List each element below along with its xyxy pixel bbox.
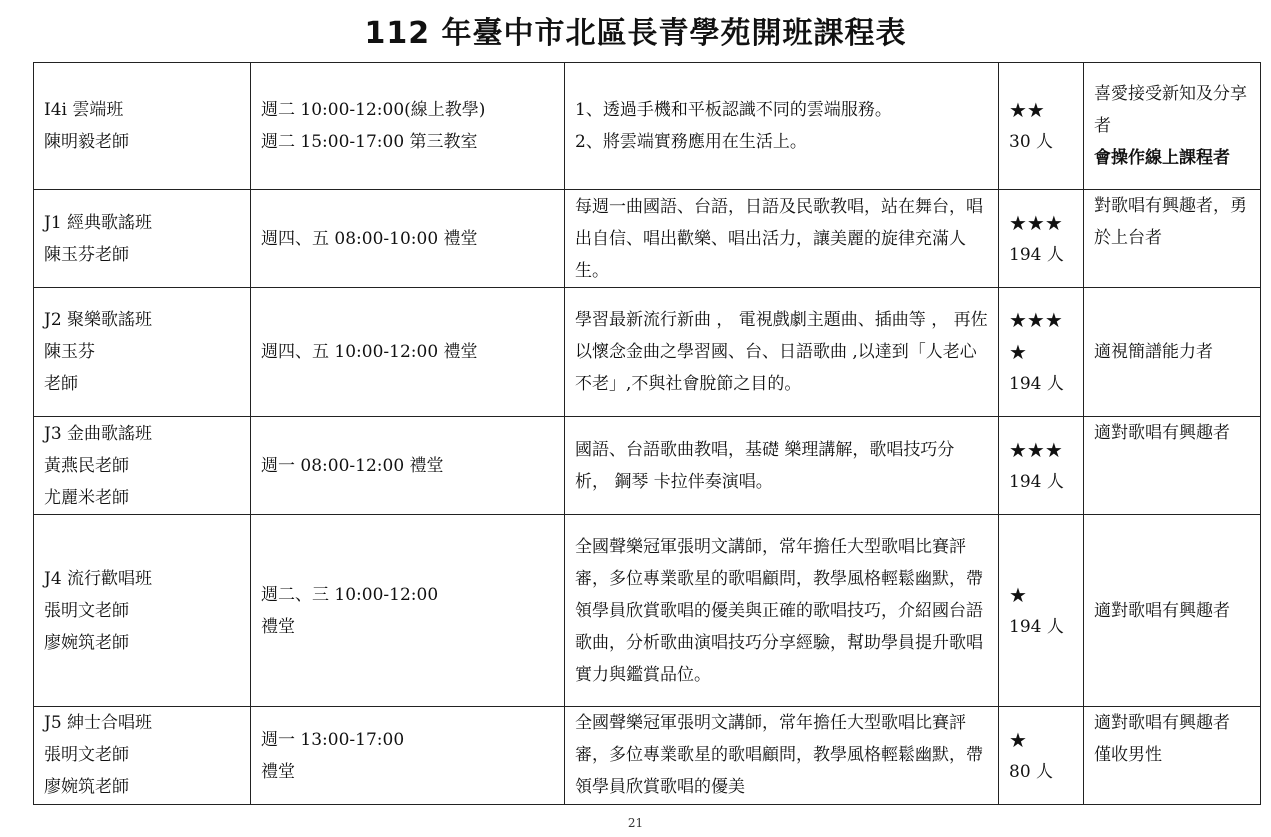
description-text: 2、將雲端實務應用在生活上。 <box>575 132 807 152</box>
course-cell <box>34 190 251 288</box>
description-cell <box>565 288 999 417</box>
capacity: 194 人 <box>1009 244 1064 265</box>
capacity: 30 人 <box>1009 132 1054 152</box>
star-rating: ★★★ <box>1009 437 1063 462</box>
target-cell <box>1084 417 1261 515</box>
schedule-line: 週一 13:00-17:00 <box>261 729 405 750</box>
capacity: 194 人 <box>1009 471 1064 492</box>
target-text: 適對歌唱有興趣者 <box>1094 713 1230 733</box>
target-cell <box>1084 707 1261 805</box>
schedule-cell <box>251 288 565 417</box>
description-cell <box>565 707 999 805</box>
table-row <box>34 515 1261 707</box>
target-text: 對歌唱有興趣者，勇於上台者 <box>1094 196 1247 248</box>
target-text: 適視簡譜能力者 <box>1094 342 1213 362</box>
teacher-name: 黃燕民老師 <box>44 455 129 476</box>
teacher-name: 老師 <box>44 374 78 394</box>
teacher-name: 廖婉筑老師 <box>44 777 129 797</box>
target-text: 喜愛接受新知及分享者 <box>1094 84 1247 136</box>
document-title: 112 年臺中市北區長青學苑開班課程表 <box>364 16 907 51</box>
schedule-line: 週二、三 10:00-12:00 <box>261 584 439 605</box>
teacher-name: 張明文老師 <box>44 745 129 765</box>
capacity: 194 人 <box>1009 616 1064 637</box>
teacher-name: 廖婉筑老師 <box>44 632 129 653</box>
course-name: J5 紳士合唱班 <box>44 713 153 733</box>
rating-cell <box>999 515 1084 707</box>
description-cell <box>565 63 999 190</box>
target-text: 適對歌唱有興趣者 <box>1094 600 1230 621</box>
schedule-line: 禮堂 <box>261 616 295 637</box>
schedule-cell <box>251 707 565 805</box>
target-text: 僅收男性 <box>1094 745 1162 765</box>
rating-cell <box>999 288 1084 417</box>
course-name: J1 經典歌謠班 <box>44 212 153 233</box>
description-cell <box>565 515 999 707</box>
description-text: 國語、台語歌曲教唱，基礎 樂理講解，歌唱技巧分析， 鋼琴 卡拉伴奏演唱。 <box>575 439 955 492</box>
capacity: 80 人 <box>1009 761 1054 782</box>
target-text-bold: 會操作線上課程者 <box>1094 148 1230 168</box>
target-cell <box>1084 288 1261 417</box>
schedule-cell <box>251 417 565 515</box>
course-cell <box>34 707 251 805</box>
teacher-name: 陳明毅老師 <box>44 132 129 152</box>
schedule-line: 禮堂 <box>261 761 295 782</box>
course-name: I4i 雲端班 <box>44 100 124 120</box>
description-text: 學習最新流行新曲 ， 電視戲劇主題曲、插曲等 ， 再佐以懷念金曲之學習國、台、日語歌曲 ,以達到「人老心不老」,不與社會脫節之目的。 <box>575 310 988 394</box>
rating-cell <box>999 707 1084 805</box>
schedule-line: 週四、五 08:00-10:00 禮堂 <box>261 228 478 249</box>
schedule-cell <box>251 190 565 288</box>
target-cell <box>1084 190 1261 288</box>
table-row <box>34 63 1261 190</box>
course-name: J3 金曲歌謠班 <box>44 423 153 444</box>
target-cell <box>1084 515 1261 707</box>
description-text: 全國聲樂冠軍張明文講師，常年擔任大型歌唱比賽評審，多位專業歌星的歌唱顧問，教學風格輕鬆幽默，帶領學員欣賞歌唱的優美 <box>575 713 983 797</box>
table-row <box>34 417 1261 515</box>
star-rating: ★ <box>1009 727 1027 752</box>
star-rating: ★ <box>1009 582 1027 607</box>
target-text: 適對歌唱有興趣者 <box>1094 423 1230 443</box>
rating-cell <box>999 417 1084 515</box>
schedule-line: 週四、五 10:00-12:00 禮堂 <box>261 342 478 362</box>
table-row <box>34 190 1261 288</box>
description-cell <box>565 190 999 288</box>
teacher-name: 張明文老師 <box>44 600 129 621</box>
course-cell <box>34 417 251 515</box>
description-text: 1、透過手機和平板認識不同的雲端服務。 <box>575 100 892 120</box>
description-text: 全國聲樂冠軍張明文講師，常年擔任大型歌唱比賽評審，多位專業歌星的歌唱顧問，教學風格輕鬆幽默，帶領學員欣賞歌唱的優美與正確的歌唱技巧，介紹國台語歌曲，分析歌曲演唱技巧分享經驗，幫助學員提升歌唱實力與鑑賞品位。 <box>575 536 983 685</box>
schedule-cell <box>251 515 565 707</box>
teacher-name: 陳玉芬 <box>44 342 95 362</box>
page-number: 21 <box>627 816 644 830</box>
course-schedule-table <box>33 62 1261 805</box>
teacher-name: 尤麗米老師 <box>44 487 129 508</box>
course-cell <box>34 288 251 417</box>
star-rating: ★★★ <box>1009 210 1063 235</box>
description-cell <box>565 417 999 515</box>
course-cell <box>34 515 251 707</box>
target-cell <box>1084 63 1261 190</box>
table-row <box>34 707 1261 805</box>
course-name: J2 聚樂歌謠班 <box>44 310 153 330</box>
schedule-cell <box>251 63 565 190</box>
rating-cell <box>999 190 1084 288</box>
capacity: 194 人 <box>1009 374 1064 394</box>
schedule-line: 週一 08:00-12:00 禮堂 <box>261 455 444 476</box>
star-rating: ★★ <box>1009 98 1045 122</box>
schedule-line: 週二 10:00-12:00(線上教學) <box>261 100 486 120</box>
schedule-line: 週二 15:00-17:00 第三教室 <box>261 132 478 152</box>
teacher-name: 陳玉芬老師 <box>44 244 129 265</box>
rating-cell <box>999 63 1084 190</box>
course-name: J4 流行歡唱班 <box>44 568 153 589</box>
table-row <box>34 288 1261 417</box>
star-rating: ★★★★ <box>1009 308 1063 364</box>
course-cell <box>34 63 251 190</box>
description-text: 每週一曲國語、台語，日語及民歌教唱，站在舞台，唱出自信、唱出歡樂、唱出活力，讓美麗的旋律充滿人生。 <box>575 196 983 281</box>
